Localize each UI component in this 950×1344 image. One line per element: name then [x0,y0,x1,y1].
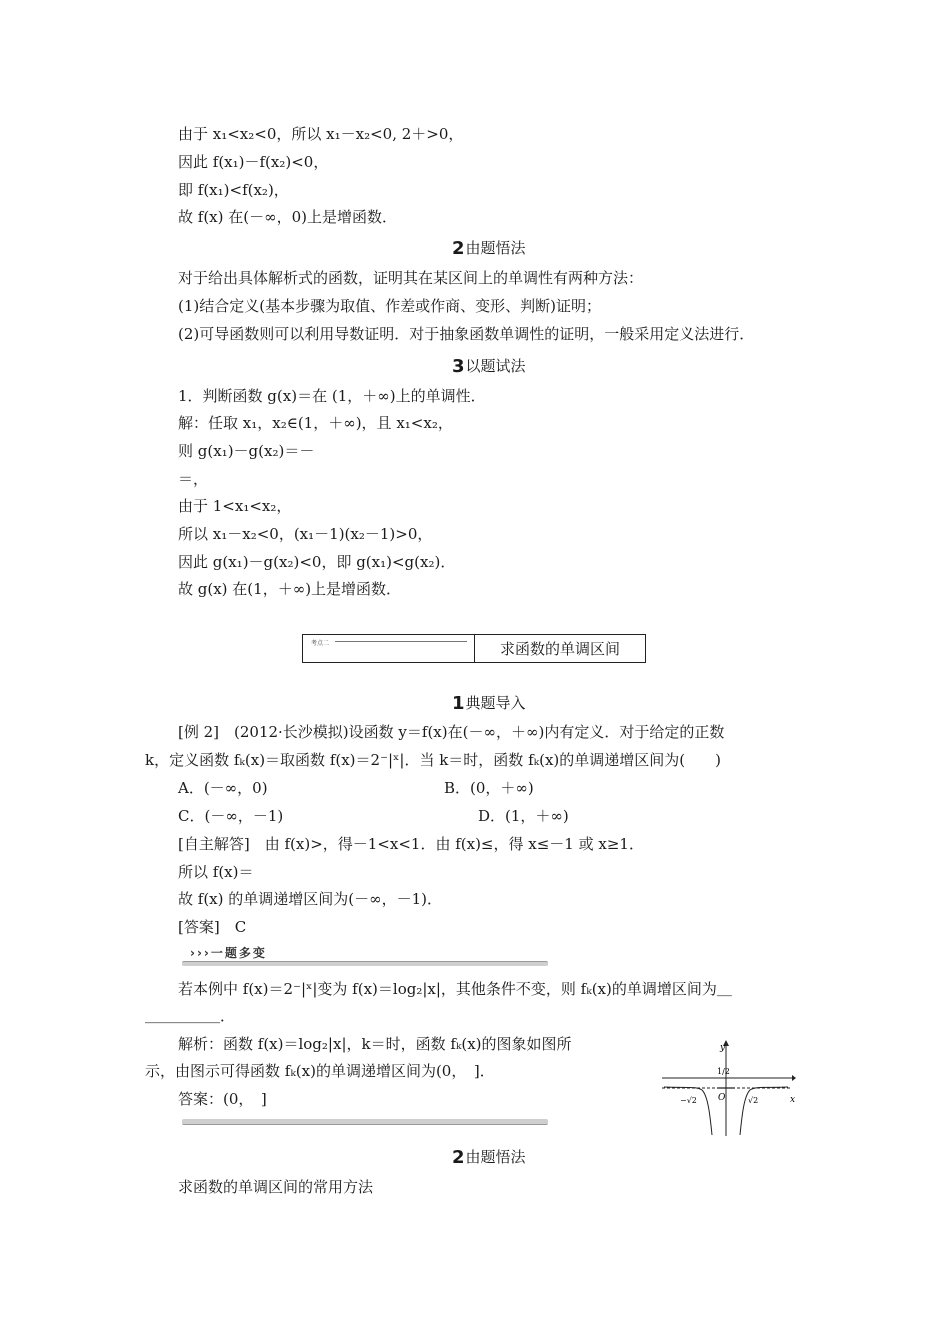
topic-mini-label: 考点二 [311,640,330,647]
topic-title: 求函数的单调区间 [499,640,620,658]
function-graph [660,1040,796,1138]
heading-text: 由题悟法 [465,239,526,257]
text-line: 若本例中 f(x)＝2⁻|ˣ|变为 f(x)＝log₂|x|，其他条件不变，则 fₖ(x)的单调增区间为＿ [178,980,732,998]
text-line: 答案：(0， ] [178,1090,267,1108]
text-line: 求函数的单调区间的常用方法 [178,1178,374,1196]
text-line: [例 2] (2012·长沙模拟)设函数 y＝f(x)在(－∞，＋∞)内有定义．对于给定的正数 [178,723,725,741]
text-line: [自主解答] 由 f(x)>，得－1<x<1．由 f(x)≤，得 x≤－1 或 x≥1． [178,835,644,853]
text-line: k，定义函数 fₖ(x)＝取函数 f(x)＝2⁻|ˣ|．当 k＝时，函数 fₖ(x)的单调递增区间为( ) [145,751,721,769]
text-line: 由于 x₁<x₂<0，所以 x₁－x₂<0, 2＋>0， [178,125,464,143]
text-line: 解：任取 x₁，x₂∈(1，＋∞)，且 x₁<x₂， [178,414,453,432]
y-label: y [720,1043,726,1053]
text-line: 故 f(x) 在(－∞，0)上是增函数． [178,208,397,226]
text-line: 即 f(x₁)<f(x₂)， [178,181,289,199]
text-line: 对于给出具体解析式的函数，证明其在某区间上的单调性有两种方法： [178,269,644,287]
heading-text: 以题试法 [465,357,526,375]
variant-banner [182,944,548,966]
text-line: 则 g(x₁)－g(x₂)＝－ [178,442,315,460]
neg-root-label: −√2 [680,1096,697,1105]
option-b: B．(0，＋∞) [444,779,534,797]
banner-bottom-bar [182,1119,548,1125]
text-line: [答案] C [178,918,247,936]
text-line: 由于 1<x₁<x₂， [178,497,292,515]
text-line: 故 f(x) 的单调递增区间为(－∞，－1)． [178,890,442,908]
text-line: (1)结合定义(基本步骤为取值、作差或作商、变形、判断)证明； [178,297,601,315]
section-heading [452,1147,526,1167]
banner-text: ›››一题多变 [190,946,267,960]
text-line: 所以 x₁－x₂<0，(x₁－1)(x₂－1)>0， [178,525,433,543]
option-d: D．(1，＋∞) [478,807,569,825]
section-heading [452,238,526,258]
topic-rule [335,641,467,642]
topic-box [302,634,646,663]
x-label: x [790,1095,796,1105]
heading-number: 3 [452,356,465,377]
text-line: 解析：函数 f(x)＝log₂|x|，k＝时，函数 fₖ(x)的图象如图所 [178,1035,572,1053]
text-line: 因此 g(x₁)－g(x₂)<0，即 g(x₁)<g(x₂)． [178,553,456,571]
option-c: C．(－∞，－1) [178,807,284,825]
text-line: (2)可导函数则可以利用导数证明．对于抽象函数单调性的证明，一般采用定义法进行． [178,325,755,343]
topic-label-cell [303,635,475,662]
text-line: 因此 f(x₁)－f(x₂)<0， [178,153,329,171]
text-line: 1．判断函数 g(x)＝在 (1，＋∞)上的单调性． [178,387,486,405]
heading-number: 2 [452,238,465,259]
x-axis-arrow [792,1075,796,1081]
text-line: ＝， [178,470,209,488]
banner-bar [182,961,548,966]
half-label: 1/2 [717,1067,730,1076]
right-curve [740,1087,788,1135]
text-line: 示，由图示可得函数 fₖ(x)的单调递增区间为(0， ]． [145,1062,495,1080]
heading-number: 1 [452,693,465,714]
section-heading [452,693,526,713]
heading-text: 由题悟法 [465,1148,526,1166]
section-heading [452,356,526,376]
left-curve [664,1087,712,1135]
option-a: A．(－∞，0) [178,779,268,797]
text-line: ＿＿＿＿＿． [145,1007,236,1025]
text-line: 故 g(x) 在(1，＋∞)上是增函数． [178,580,402,598]
heading-text: 典题导入 [465,694,526,712]
heading-number: 2 [452,1147,465,1168]
origin-label: O [718,1093,726,1103]
pos-root-label: √2 [748,1096,759,1105]
text-line: 所以 f(x)＝ [178,863,254,881]
